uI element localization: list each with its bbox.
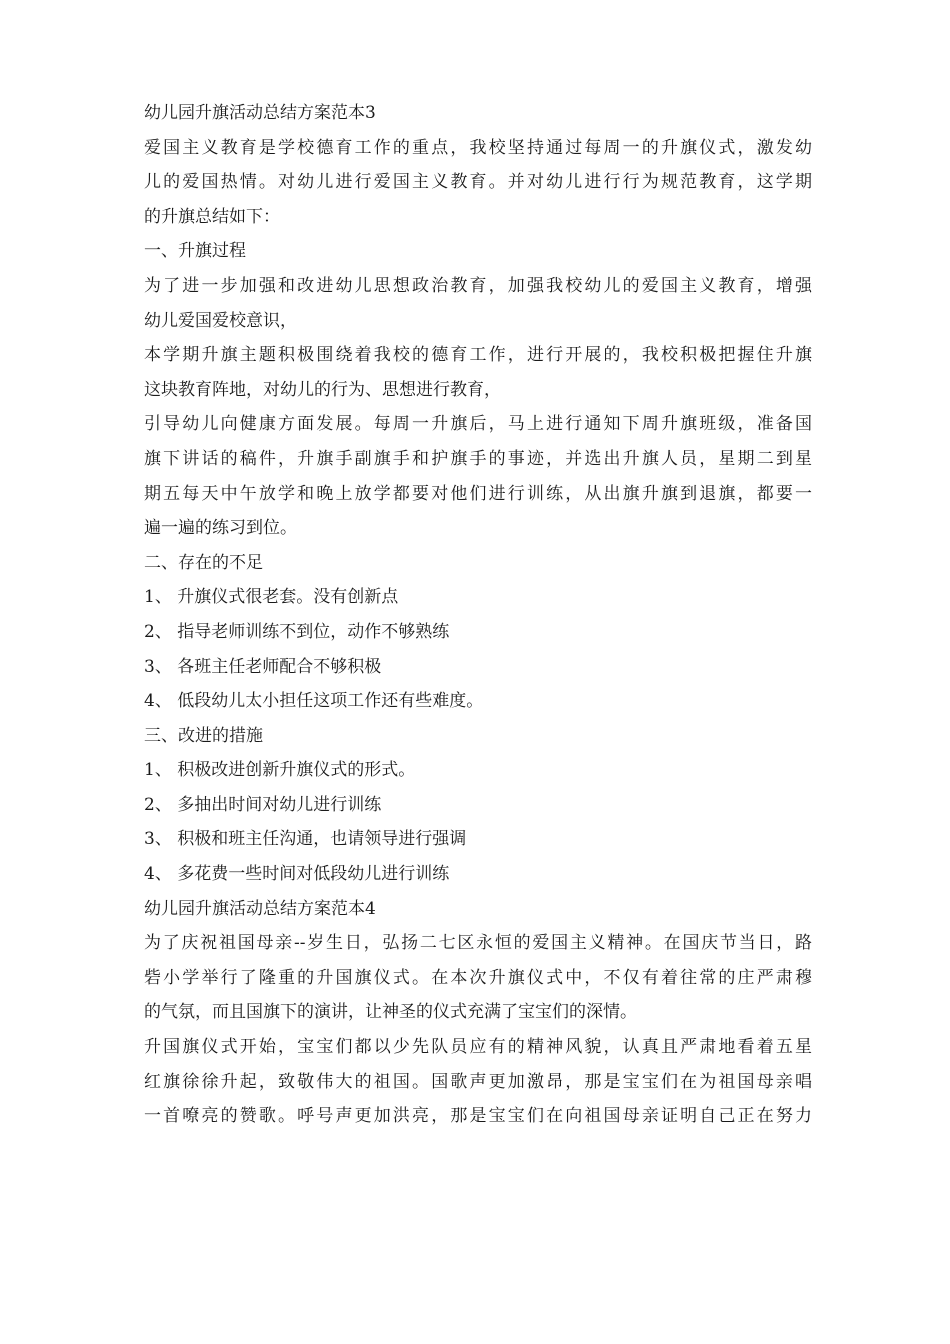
text-line: 幼儿园升旗活动总结方案范本3 <box>144 103 376 123</box>
text-line: 1、 升旗仪式很老套。没有创新点 <box>144 587 399 608</box>
text-line: 4、 多花费一些时间对低段幼儿进行训练 <box>144 864 450 885</box>
text-line: 幼儿园升旗活动总结方案范本4 <box>144 898 376 919</box>
text-line: 二、存在的不足 <box>144 552 263 573</box>
text-line: 3、 各班主任老师配合不够积极 <box>144 656 382 677</box>
document-body <box>144 96 812 1134</box>
text-line: 儿的爱国热情。对幼儿进行爱国主义教育。并对幼儿进行行为规范教育，这学期 <box>144 172 812 193</box>
text-line: 一首嘹亮的赞歌。呼号声更加洪亮，那是宝宝们在向祖国母亲证明自己正在努力 <box>144 1106 812 1127</box>
text-line: 的气氛，而且国旗下的演讲，让神圣的仪式充满了宝宝们的深情。 <box>144 1002 637 1023</box>
text-line: 一、升旗过程 <box>144 241 246 262</box>
text-line: 幼儿爱国爱校意识， <box>144 310 297 331</box>
text-line: 升国旗仪式开始，宝宝们都以少先队员应有的精神风貌，认真且严肃地看着五星 <box>144 1037 812 1058</box>
text-line: 遍一遍的练习到位。 <box>144 518 297 539</box>
text-line: 为了进一步加强和改进幼儿思想政治教育，加强我校幼儿的爱国主义教育，增强 <box>144 275 812 296</box>
text-line: 旗下讲话的稿件，升旗手副旗手和护旗手的事迹，并选出升旗人员，星期二到星 <box>144 448 812 469</box>
text-line: 红旗徐徐升起，致敬伟大的祖国。国歌声更加激昂，那是宝宝们在为祖国母亲唱 <box>144 1071 812 1092</box>
text-line: 三、改进的措施 <box>144 725 263 746</box>
text-line: 4、 低段幼儿太小担任这项工作还有些难度。 <box>144 691 484 712</box>
text-line: 引导幼儿向健康方面发展。每周一升旗后，马上进行通知下周升旗班级，准备国 <box>144 414 812 435</box>
text-line: 砦小学举行了隆重的升国旗仪式。在本次升旗仪式中，不仅有着往常的庄严肃穆 <box>144 967 812 988</box>
text-line: 爱国主义教育是学校德育工作的重点，我校坚持通过每周一的升旗仪式，激发幼 <box>144 137 812 158</box>
text-line: 期五每天中午放学和晚上放学都要对他们进行训练，从出旗升旗到退旗，都要一 <box>144 483 812 504</box>
text-line: 的升旗总结如下： <box>144 206 280 227</box>
text-line: 本学期升旗主题积极围绕着我校的德育工作，进行开展的，我校积极把握住升旗 <box>144 345 812 366</box>
text-line: 2、 指导老师训练不到位，动作不够熟练 <box>144 621 450 642</box>
text-line: 2、 多抽出时间对幼儿进行训练 <box>144 794 382 815</box>
text-line: 1、 积极改进创新升旗仪式的形式。 <box>144 760 416 781</box>
text-line: 为了庆祝祖国母亲--岁生日，弘扬二七区永恒的爱国主义精神。在国庆节当日，路 <box>144 933 812 954</box>
text-line: 这块教育阵地，对幼儿的行为、思想进行教育， <box>144 379 501 400</box>
text-line: 3、 积极和班主任沟通，也请领导进行强调 <box>144 829 467 850</box>
